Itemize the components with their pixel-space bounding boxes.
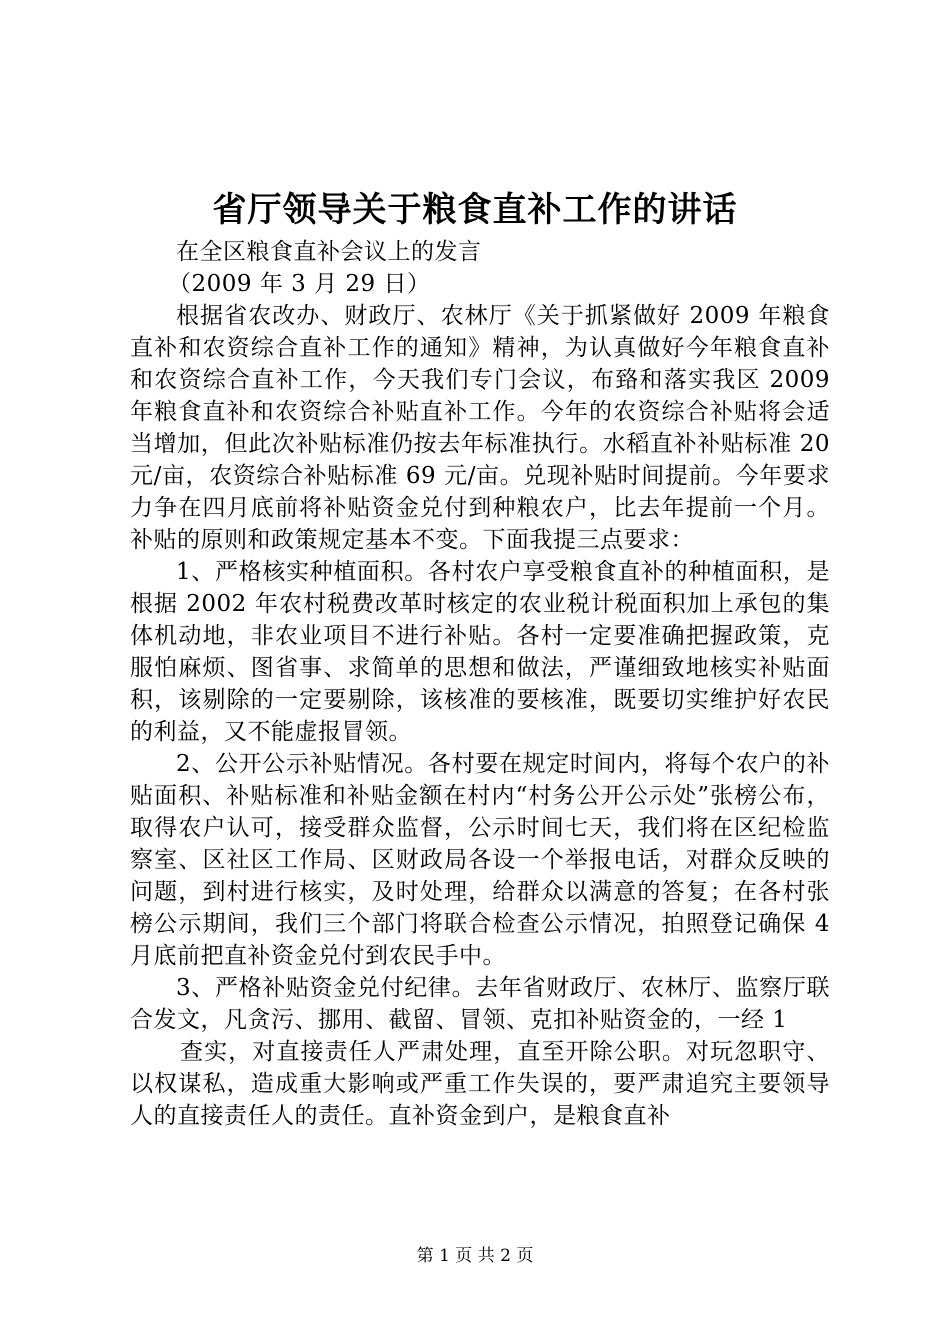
paragraph-point-1: 1、严格核实种植面积。各村农户享受粮食直补的种植面积，是根据 2002 年农村税费改革时核定的农业税计税面积加上承包的集体机动地，非农业项目不进行补贴。各村一定要准确把握政策，克服怕麻烦、图省事、求简单的思想和做法，严谨细致地核实补贴面积，该剔除的一定要剔除，该核准的要核准，既要切实维护好农民的利益，又不能虚报冒领。 xyxy=(130,559,830,745)
paragraph-point-3: 3、严格补贴资金兑付纪律。去年省财政厅、农林厅、监察厅联合发文，凡贪污、挪用、截留、冒领、克扣补贴资金的，一经 1 xyxy=(130,975,830,1033)
paragraph-intro: 根据省农改办、财政厅、农林厅《关于抓紧做好 2009 年粮食直补和农资综合直补工作的通知》精神，为认真做好今年粮食直补和农资综合直补工作，今天我们专门会议，布臵和落实我区 2009 年粮食直补和农资综合补贴直补工作。今年的农资综合补贴将会适当增加，但此次补贴标准仍按去年标准执行。水稻直补补贴标准 20 元/亩，农资综合补贴标准 69 元/亩。兑现补贴时间提前。今年要求力争在四月底前将补贴资金兑付到种粮农户，比去年提前一个月。补贴的原则和政策规定基本不变。下面我提三点要求： xyxy=(130,303,830,553)
paragraph-point-2: 2、公开公示补贴情况。各村要在规定时间内，将每个农户的补贴面积、补贴标准和补贴金额在村内“村务公开公示处”张榜公布，取得农户认可，接受群众监督，公示时间七天，我们将在区纪检监察室、区社区工作局、区财政局各设一个举报电话，对群众反映的问题，到村进行核实，及时处理，给群众以满意的答复；在各村张榜公示期间，我们三个部门将联合检查公示情况，拍照登记确保 4 月底前把直补资金兑付到农民手中。 xyxy=(130,751,830,969)
document-body xyxy=(130,236,830,1132)
page-footer: 第 1 页 共 2 页 xyxy=(416,1246,534,1266)
paragraph-continuation: 查实，对直接责任人严肃处理，直至开除公职。对玩忽职守、以权谋私，造成重大影响或严重工作失误的，要严肃追究主要领导人的直接责任人的责任。直补资金到户，是粮食直补 xyxy=(130,1039,830,1129)
document-subtitle: 在全区粮食直补会议上的发言 xyxy=(176,239,482,265)
document-title: 省厅领导关于粮食直补工作的讲话 xyxy=(212,190,738,230)
document-date: （2009 年 3 月 29 日） xyxy=(168,271,431,297)
